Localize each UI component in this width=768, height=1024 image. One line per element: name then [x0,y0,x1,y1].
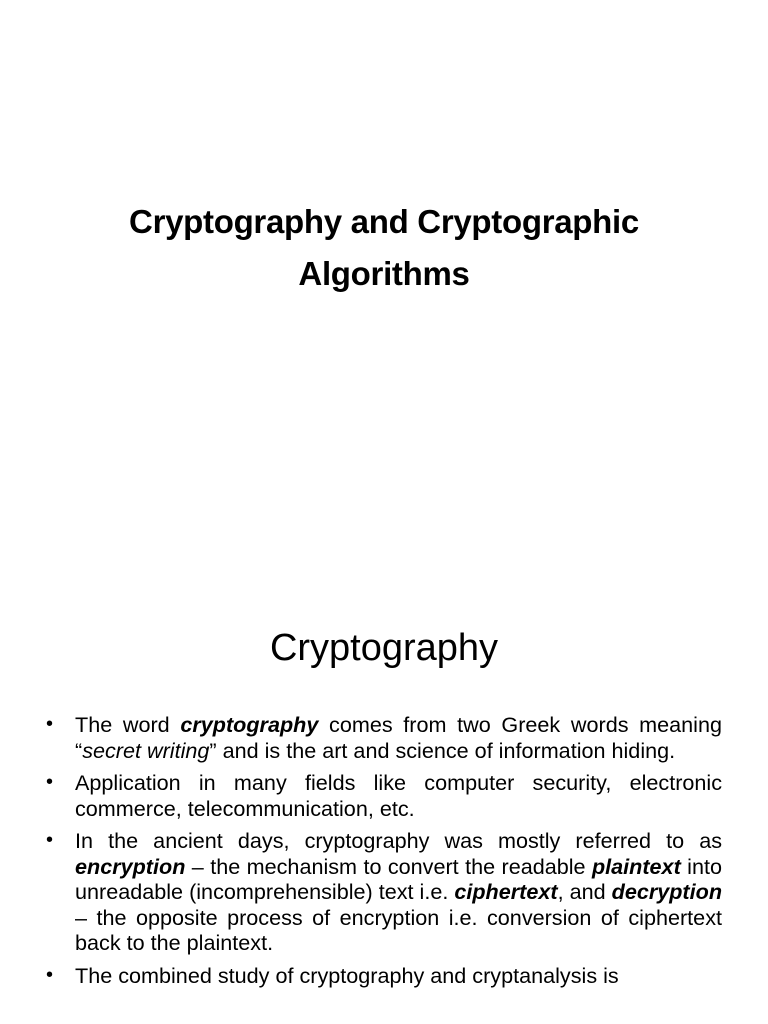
bullet-list [46,712,722,995]
bullet-item [46,712,722,763]
bullet-text: – the mechanism to convert the readable [185,853,592,879]
term-decryption: decryption [611,879,723,904]
bullet-item [46,828,722,956]
bullet-text: ” and is the art and science of information hiding. [209,737,676,763]
term-plaintext: plaintext [591,853,681,879]
bullet-icon: • [46,829,54,851]
bullet-icon: • [46,771,54,793]
bullet-text: The combined study of cryptography and cryptanalysis is [75,962,619,988]
bullet-text: – the opposite process of encryption i.e. conversion of ciphertext back to the plaintext. [75,904,722,955]
bullet-icon: • [46,713,54,735]
bullet-text: into unreadable (incomprehensible) text i.e. [75,853,722,904]
term-cryptography: cryptography [180,712,319,737]
bullet-text: , and [557,879,612,904]
slide-heading: Cryptography [269,627,499,669]
term-encryption: encryption [75,853,186,879]
title-line-2: Algorithms [298,255,470,292]
title-line-1: Cryptography and Cryptographic [129,203,639,240]
presentation-title [60,196,708,300]
bullet-item [46,770,722,821]
term-ciphertext: ciphertext [454,879,558,904]
bullet-icon: • [46,963,54,986]
content-slide [0,576,768,1024]
bullet-text: comes from two Greek words meaning “ [75,712,723,763]
bullet-item [46,963,722,989]
term-secret-writing: secret writing [82,737,210,763]
bullet-text: The word [75,712,181,737]
bullet-text: In the ancient days, cryptography was mostly referred to as [75,828,722,853]
bullet-text: Application in many fields like computer security, electronic commerce, telecommunication, etc. [75,770,722,821]
